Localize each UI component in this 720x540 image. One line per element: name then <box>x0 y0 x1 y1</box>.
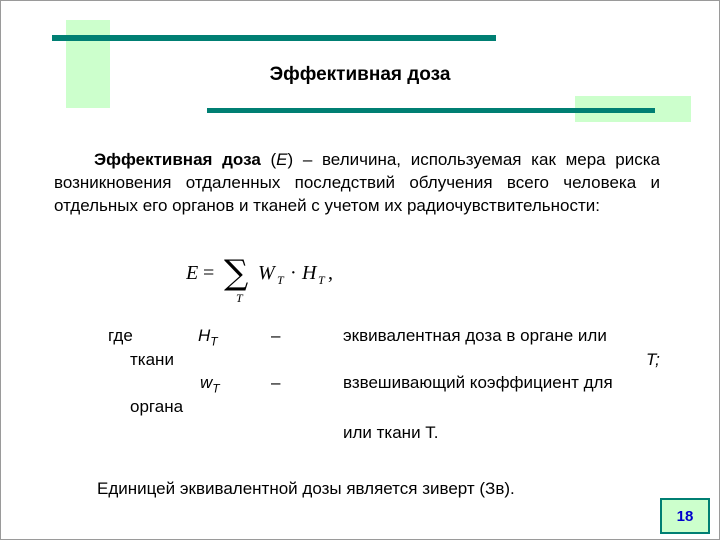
legend-h-letter: H <box>198 326 211 345</box>
legend-w-letter: w <box>200 373 213 392</box>
page-number: 18 <box>676 507 694 525</box>
legend-h-symbol <box>198 326 218 348</box>
definition-term: Эффективная доза <box>94 150 261 169</box>
legend-w-description: взвешивающий коэффициент для <box>343 373 613 392</box>
legend-tissue-word: ткани <box>130 350 174 369</box>
legend-h-sub: T <box>210 334 218 349</box>
page-number-badge <box>660 498 710 534</box>
slide-title: Эффективная доза <box>269 64 451 85</box>
legend-organ-word: органа <box>130 397 184 416</box>
legend-h-description: эквивалентная доза в органе или <box>343 326 607 345</box>
formula-equals: = <box>203 262 215 284</box>
formula-sum-sign: ∑ <box>224 253 249 293</box>
formula-dose-sub: T <box>318 273 325 287</box>
formula-lhs: E <box>186 262 199 284</box>
definition-text: ) – величина, используемая как мера риска возникновения отдаленных последствий облучения всего человека и отдельных его органов и тканей с учетом их радиочувствительности: <box>54 150 661 215</box>
formula-dot: · <box>290 262 297 284</box>
formula-dose: H <box>302 262 317 284</box>
legend-w-sub: T <box>212 381 220 396</box>
legend-dash-2: – <box>271 373 281 392</box>
legend-dash-1: – <box>271 326 281 345</box>
formula-weight: W <box>258 262 275 284</box>
legend-w-description-end: или ткани T. <box>343 423 439 442</box>
legend-w-symbol <box>200 373 220 395</box>
legend-where: где <box>108 326 133 345</box>
definition-symbol: E <box>276 150 288 169</box>
units-sentence: Единицей эквивалентной дозы является зиверт (Зв). <box>97 479 515 498</box>
legend-h-description-end: T; <box>646 350 660 369</box>
formula-weight-sub: T <box>277 273 284 287</box>
formula-sum-index: T <box>236 291 243 305</box>
definition-paren-open: ( <box>260 150 277 169</box>
formula-comma: , <box>328 262 333 284</box>
